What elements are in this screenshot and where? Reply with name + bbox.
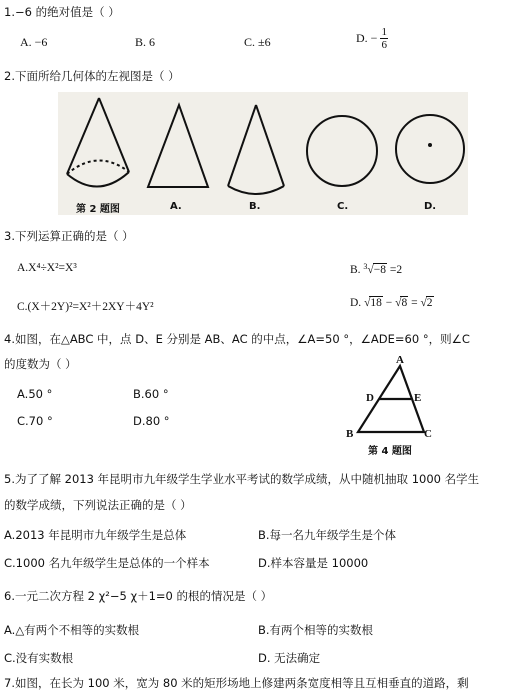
q3-option-d-radical-sign-1: √ (364, 297, 371, 309)
q2-label-d: D. (424, 201, 437, 212)
q2-label-a: A. (170, 201, 182, 212)
q1-option-a: A. −6 (20, 35, 48, 49)
q5-option-c: C.1000 名九年级学生是总体的一个样本 (4, 556, 210, 570)
q2-figure-drawing (58, 92, 468, 215)
q1-option-d-fraction (380, 26, 388, 51)
q3-option-a: A.X⁴÷X²=X³ (17, 262, 77, 274)
q1-stem: 1.−6 的绝对值是（ ） (4, 5, 120, 19)
q4-option-b: B.60 ° (133, 387, 169, 401)
q4-option-a: A.50 ° (17, 387, 53, 401)
q1-option-d-prefix: D. − (356, 31, 378, 45)
q3-option-b-radical-sign: √ (367, 264, 374, 276)
q3-option-d-prefix: D. (350, 297, 365, 309)
q2-stem: 2.下面所给几何体的左视图是（ ） (4, 69, 180, 83)
q4-figure-caption: 第 4 题图 (368, 446, 412, 457)
q3-option-b-radicand: −8 (373, 264, 386, 276)
q6-stem: 6.一元二次方程 2 χ²−5 χ＋1=0 的根的情况是（ ） (4, 589, 273, 603)
q2-figure-caption: 第 2 题图 (76, 204, 120, 215)
q1-option-d (356, 26, 388, 51)
q3-option-b-prefix: B. (350, 264, 364, 276)
q3-option-d-radicand-1: 18 (370, 297, 382, 309)
q3-option-d-radical-sign-2: √ (395, 297, 402, 309)
q1-option-d-denominator: 6 (381, 39, 387, 51)
q1-option-b: B. 6 (135, 35, 156, 49)
q6-option-a: A.△有两个不相等的实数根 (4, 623, 140, 637)
q2-label-c: C. (337, 201, 349, 212)
q7-stem: 7.如图，在长为 100 米，宽为 80 米的矩形场地上修建两条宽度相等且互相垂直的道路，剩 (4, 676, 469, 690)
q4-stem-line2: 的度数为（ ） (4, 357, 77, 371)
q2-figure (58, 92, 468, 215)
q3-option-d-equals: = (408, 297, 421, 309)
q3-option-d-radicand-3: 2 (426, 297, 433, 309)
q3-option-d (350, 296, 434, 309)
q1-option-d-numerator: 1 (381, 26, 387, 38)
q5-option-d: D.样本容量是 10000 (258, 556, 369, 570)
q3-option-b (350, 262, 402, 276)
q2-label-b: B. (249, 201, 261, 212)
q3-option-c: C.(X＋2Y)²=X²＋2XY＋4Y² (17, 301, 154, 313)
q4-option-d: D.80 ° (133, 414, 170, 428)
q4-figure (336, 354, 436, 459)
q6-option-d: D. 无法确定 (258, 651, 321, 665)
q3-option-d-radical-sign-3: √ (420, 297, 427, 309)
q3-option-d-minus: − (382, 297, 396, 309)
q5-stem-line2: 的数学成绩，下列说法正确的是（ ） (4, 498, 192, 512)
q4-label-b: B (346, 428, 354, 440)
q4-label-c: C (424, 428, 432, 440)
q4-stem-line1: 4.如图，在△ABC 中，点 D、E 分别是 AB、AC 的中点，∠A=50 °，∠ADE=60 °，则∠C (4, 332, 470, 346)
q4-label-d: D (366, 392, 374, 404)
q4-option-c: C.70 ° (17, 414, 53, 428)
q4-label-a: A (396, 354, 404, 366)
q6-option-c: C.没有实数根 (4, 651, 74, 665)
q3-option-d-radicand-2: 8 (401, 297, 408, 309)
q3-option-b-root-index: 3 (363, 262, 368, 271)
q3-option-b-suffix: =2 (386, 264, 403, 276)
q5-option-a: A.2013 年昆明市九年级学生是总体 (4, 528, 187, 542)
q4-label-e: E (414, 392, 422, 404)
q1-option-c: C. ±6 (244, 35, 271, 49)
q6-option-b: B.有两个相等的实数根 (258, 623, 374, 637)
q5-option-b: B.每一名九年级学生是个体 (258, 528, 397, 542)
q3-stem: 3.下列运算正确的是（ ） (4, 229, 134, 243)
q5-stem-line1: 5.为了了解 2013 年昆明市九年级学生学业水平考试的数学成绩，从中随机抽取 1000 名学生 (4, 472, 480, 486)
